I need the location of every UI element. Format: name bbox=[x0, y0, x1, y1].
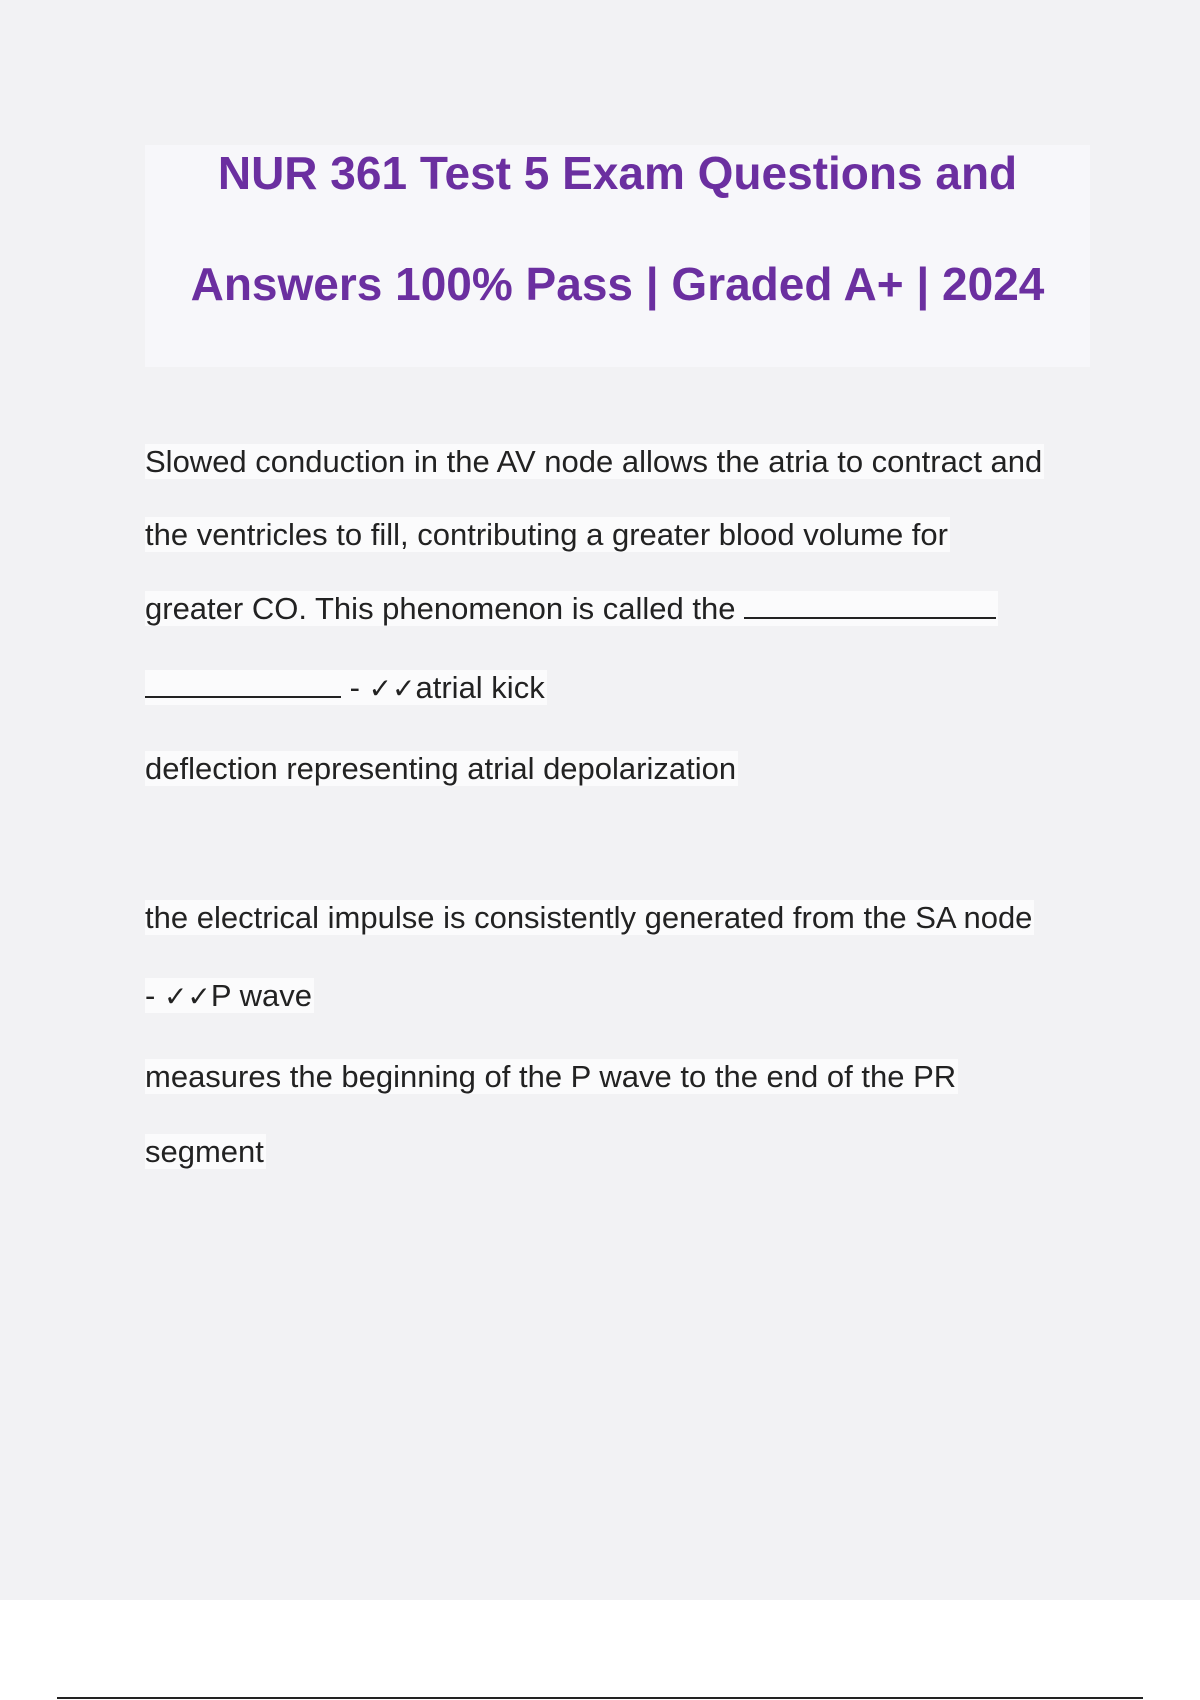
question-1-line-3: greater CO. This phenomenon is called the bbox=[145, 590, 998, 628]
answer-3: - ✓✓P wave bbox=[145, 978, 312, 1013]
answer-text: P wave bbox=[210, 978, 312, 1013]
question-2-line-1: deflection representing atrial depolarization bbox=[145, 751, 737, 786]
double-check-icon: ✓✓ bbox=[368, 672, 416, 705]
page-title-line-1: NUR 361 Test 5 Exam Questions and bbox=[217, 147, 1018, 199]
answer-1: - ✓✓atrial kick bbox=[145, 669, 547, 708]
page-title-line-2: Answers 100% Pass | Graded A+ | 2024 bbox=[190, 258, 1045, 310]
footer-divider bbox=[57, 1697, 1143, 1699]
question-1-line-1: Slowed conduction in the AV node allows the atria to contract and bbox=[145, 444, 1043, 479]
double-check-icon: ✓✓ bbox=[163, 980, 211, 1013]
question-4-line-1: measures the beginning of the P wave to the end of the PR bbox=[145, 1059, 957, 1094]
answer-blank bbox=[744, 593, 996, 619]
question-4-line-2: segment bbox=[145, 1134, 264, 1169]
answer-text: atrial kick bbox=[415, 670, 545, 705]
question-1-line-2: the ventricles to fill, contributing a greater blood volume for bbox=[145, 517, 948, 552]
answer-blank bbox=[145, 672, 341, 698]
question-3-line-1: the electrical impulse is consistently generated from the SA node bbox=[145, 900, 1033, 935]
